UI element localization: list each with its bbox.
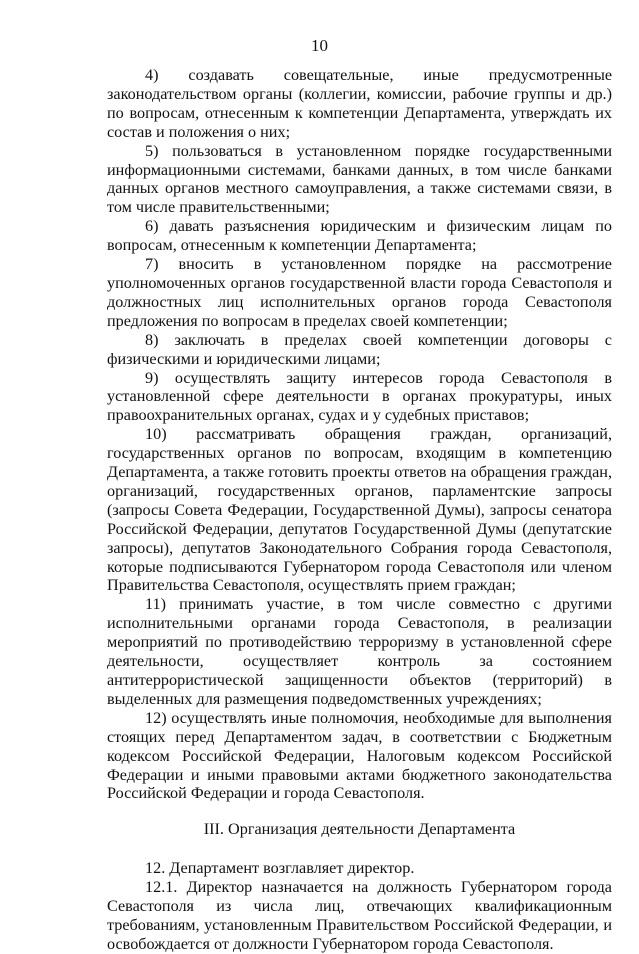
- paragraph-item-5: 5) пользоваться в установленном порядке государственными информационными системами, банками данных, в том числе банками данных органов местного самоуправления, а также системами связи, в том числе правительственными;: [107, 141, 612, 217]
- paragraph-item-6: 6) давать разъяснения юридическим и физическим лицам по вопросам, отнесенным к компетенции Департамента;: [107, 217, 612, 255]
- paragraph-item-4: 4) создавать совещательные, иные предусмотренные законодательством органы (коллегии, комиссии, рабочие группы и др.) по вопросам, отнесенным к компетенции Департамента, утверждать их состав и положения о них;: [107, 66, 612, 141]
- section-heading: III. Организация деятельности Департамента: [203, 820, 516, 839]
- paragraph-item-8: 8) заключать в пределах своей компетенции договоры с физическими и юридическими лицами;: [107, 330, 612, 368]
- paragraph-item-11: 11) принимать участие, в том числе совместно с другими исполнительными органами города Севастополя, в реализации мероприятий по противодействию терроризму в установленной сфере деятельности, осуществляет контроль за состоянием антитеррористической защищенности объектов (территорий) в выделенных для размещения подведомственных учреждениях;: [107, 595, 612, 708]
- paragraph-item-9: 9) осуществлять защиту интересов города Севастополя в установленной сфере деятельности в органах прокуратуры, иных правоохранительных органах, судах и у судебных приставов;: [107, 368, 612, 425]
- document-body: [107, 66, 612, 954]
- paragraph-item-7: 7) вносить в установленном порядке на рассмотрение уполномоченных органов государственной власти города Севастополя и должностных лиц исполнительных органов города Севастополя предложения по вопросам в пределах своей компетенции;: [107, 255, 612, 330]
- paragraph-item-10: 10) рассматривать обращения граждан, организаций, государственных органов по вопросам, входящим в компетенцию Департамента, а также готовить проекты ответов на обращения граждан, организаций, государственных органов, парламентские запросы (запросы Совета Федерации, Государственной Думы), запросы сенатора Российской Федерации, депутатов Государственной Думы (депутатские запросы), депутатов Законодательного Собрания города Севастополя, которые подписываются Губернатором города Севастополя или членом Правительства Севастополя, осуществлять прием граждан;: [107, 425, 612, 595]
- paragraph-clause-12: 12. Департамент возглавляет директор.: [145, 859, 415, 878]
- paragraph-item-12: 12) осуществлять иные полномочия, необходимые для выполнения стоящих перед Департаментом задач, в соответствии с Бюджетным кодексом Российской Федерации, Налоговым кодексом Российской Федерации и иными правовыми актами бюджетного законодательства Российской Федерации и города Севастополя.: [107, 708, 612, 803]
- paragraph-clause-12-1: 12.1. Директор назначается на должность Губернатором города Севастополя из числа лиц, отвечающих квалификационным требованиям, установленным Правительством Российской Федерации, и освобождается от должности Губернатором города Севастополя.: [107, 878, 612, 953]
- page-number: 10: [311, 36, 328, 55]
